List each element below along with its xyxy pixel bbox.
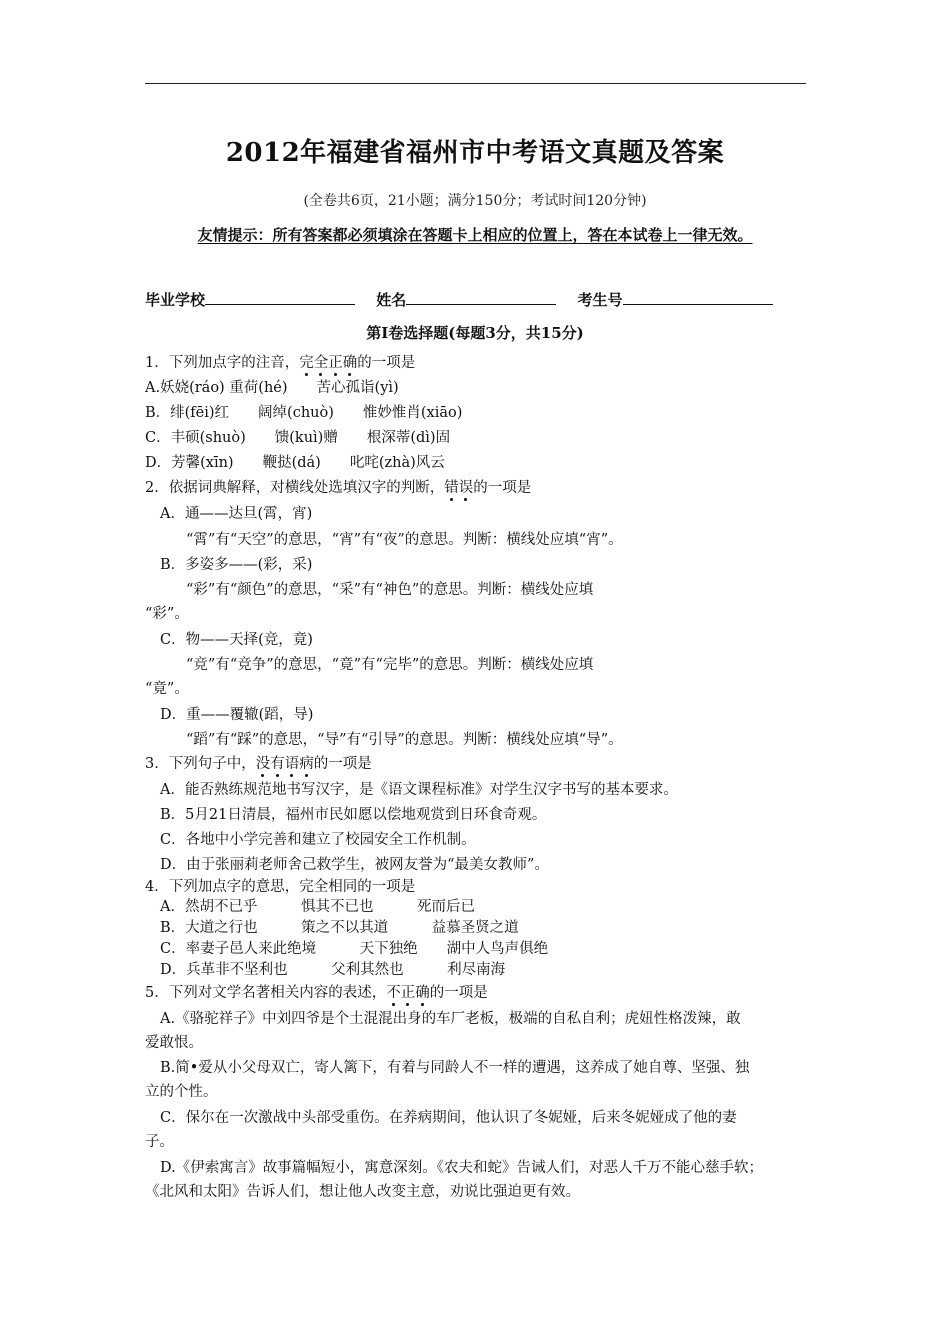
q3-option-d: D．由于张丽莉老师舍己救学生，被网友誉为“最美女教师”。 xyxy=(160,857,549,873)
emphasis-dot-char: 正 xyxy=(328,355,343,371)
section-title: 第Ⅰ卷选择题(每题3分，共15分) xyxy=(366,324,584,342)
q5-option-c: C．保尔在一次激战中头部受重伤。在养病期间，他认识了冬妮娅，后来冬妮娅成了他的妻 xyxy=(160,1110,737,1126)
top-rule xyxy=(145,83,806,84)
question-5-stem: 5．下列对文学名著相关内容的表述，不正确的一项是 xyxy=(145,985,488,1001)
q1-option-d: D．芳馨(xīn) 鞭挞(dá) 叱咤(zhà)风云 xyxy=(145,455,445,471)
emphasis-dot-char: 确 xyxy=(415,985,430,1001)
q1-option-a: A.妖娆(ráo) 重荷(hé) 苦心孤诣(yì) xyxy=(145,380,399,396)
emphasis-dot-char: 不 xyxy=(386,985,401,1001)
q5-option-b-cont: 立的个性。 xyxy=(145,1084,218,1100)
q2-option-a: A．通——达旦(霄，宵) xyxy=(160,506,313,522)
q3-option-a: A．能否熟练规范地书写汉字，是《语文课程标准》对学生汉字书写的基本要求。 xyxy=(160,782,678,798)
school-blank[interactable] xyxy=(205,290,355,305)
emphasis-dot-char: 全 xyxy=(313,355,329,371)
q5-option-d: D.《伊索寓言》故事篇幅短小，寓意深刻。《农夫和蛇》告诫人们，对恶人千万不能心慈手软； xyxy=(160,1160,763,1176)
q1-option-b: B．绯(fēi)红 阔绰(chuò) 惟妙惟肖(xiāo) xyxy=(145,405,463,421)
q3-option-c: C．各地中小学完善和建立了校园安全工作机制。 xyxy=(160,832,476,848)
q2-option-d: D．重——覆辙(蹈，导) xyxy=(160,707,314,723)
name-label: 姓名 xyxy=(376,291,407,309)
emphasis-dot-char: 有 xyxy=(270,756,285,772)
question-4-stem: 4．下列加点字的意思，完全相同的一项是 xyxy=(145,879,416,895)
emphasis-dot-char: 完 xyxy=(299,355,314,371)
exam-subtitle: (全卷共6页，21小题；满分150分；考试时间120分钟) xyxy=(303,193,647,209)
q5-option-d-cont: 《北风和太阳》告诉人们，想让他人改变主意，劝说比强迫更有效。 xyxy=(145,1184,580,1200)
emphasis-dot-char: 没 xyxy=(255,756,271,772)
notice-text: 友情提示：所有答案都必须填涂在答题卡上相应的位置上，答在本试卷上一律无效。 xyxy=(197,226,753,244)
school-label: 毕业学校 xyxy=(145,291,206,309)
q4-option-c: C．率妻子邑人来此绝境 天下独绝 湖中人鸟声俱绝 xyxy=(160,941,549,957)
q4-option-b: B．大道之行也 策之不以其道 益慕圣贤之道 xyxy=(160,920,519,936)
friendly-notice xyxy=(0,224,950,245)
q5-option-a-cont: 爱敢恨。 xyxy=(145,1035,203,1051)
q2-option-a-explain: “霄”有“天空”的意思，“宵”有“夜”的意思。判断：横线处应填“宵”。 xyxy=(186,532,623,548)
q2-option-b-explain: “彩”有“颜色”的意思，“采”有“神色”的意思。判断：横线处应填 xyxy=(186,582,594,598)
emphasis-dot-char: 确 xyxy=(342,355,358,371)
name-blank[interactable] xyxy=(406,290,556,305)
emphasis-dot-char: 错 xyxy=(444,480,459,496)
student-info-row xyxy=(145,289,789,310)
q2-option-c-explain: “竞”有“竞争”的意思，“竟”有“完毕”的意思。判断：横线处应填 xyxy=(186,657,594,673)
question-1-stem: 1．下列加点字的注音，完全正确的一项是 xyxy=(145,355,416,371)
question-3-stem: 3．下列句子中，没有语病的一项是 xyxy=(145,756,372,772)
question-2-stem: 2．依据词典解释，对横线处选填汉字的判断，错误的一项是 xyxy=(145,480,532,496)
q4-option-a: A．然胡不已乎 惧其不已也 死而后已 xyxy=(160,899,475,915)
q1-option-c: C．丰硕(shuò) 馈(kuì)赠 根深蒂(dì)固 xyxy=(145,430,451,446)
emphasis-dot-char: 病 xyxy=(299,756,314,772)
page-title: 2012年福建省福州市中考语文真题及答案 xyxy=(225,138,725,168)
q5-option-c-cont: 子。 xyxy=(145,1134,174,1150)
emphasis-dot-char: 语 xyxy=(284,756,300,772)
id-label: 考生号 xyxy=(577,291,623,309)
q5-option-b: B.简•爱从小父母双亡，寄人篱下，有着与同龄人不一样的遭遇，这养成了她自尊、坚强、独 xyxy=(160,1060,750,1076)
q2-option-d-explain: “蹈”有“踩”的意思，“导”有“引导”的意思。判断：横线处应填“导”。 xyxy=(186,732,623,748)
id-blank[interactable] xyxy=(623,290,773,305)
q2-option-b: B．多姿多——(彩，采) xyxy=(160,557,313,573)
q3-option-b: B．5月21日清晨，福州市民如愿以偿地观赏到日环食奇观。 xyxy=(160,807,547,823)
emphasis-dot-char: 正 xyxy=(400,985,416,1001)
q2-option-c-explain-cont: “竟”。 xyxy=(145,681,189,697)
q2-option-c: C．物——天择(竞，竟) xyxy=(160,632,313,648)
q5-option-a: A.《骆驼祥子》中刘四爷是个土混混出身的车厂老板，极端的自私自利；虎妞性格泼辣，敢 xyxy=(160,1011,741,1027)
emphasis-dot-char: 误 xyxy=(458,480,474,496)
q4-option-d: D．兵革非不坚利也 父利其然也 利尽南海 xyxy=(160,962,506,978)
q2-option-b-explain-cont: “彩”。 xyxy=(145,606,189,622)
